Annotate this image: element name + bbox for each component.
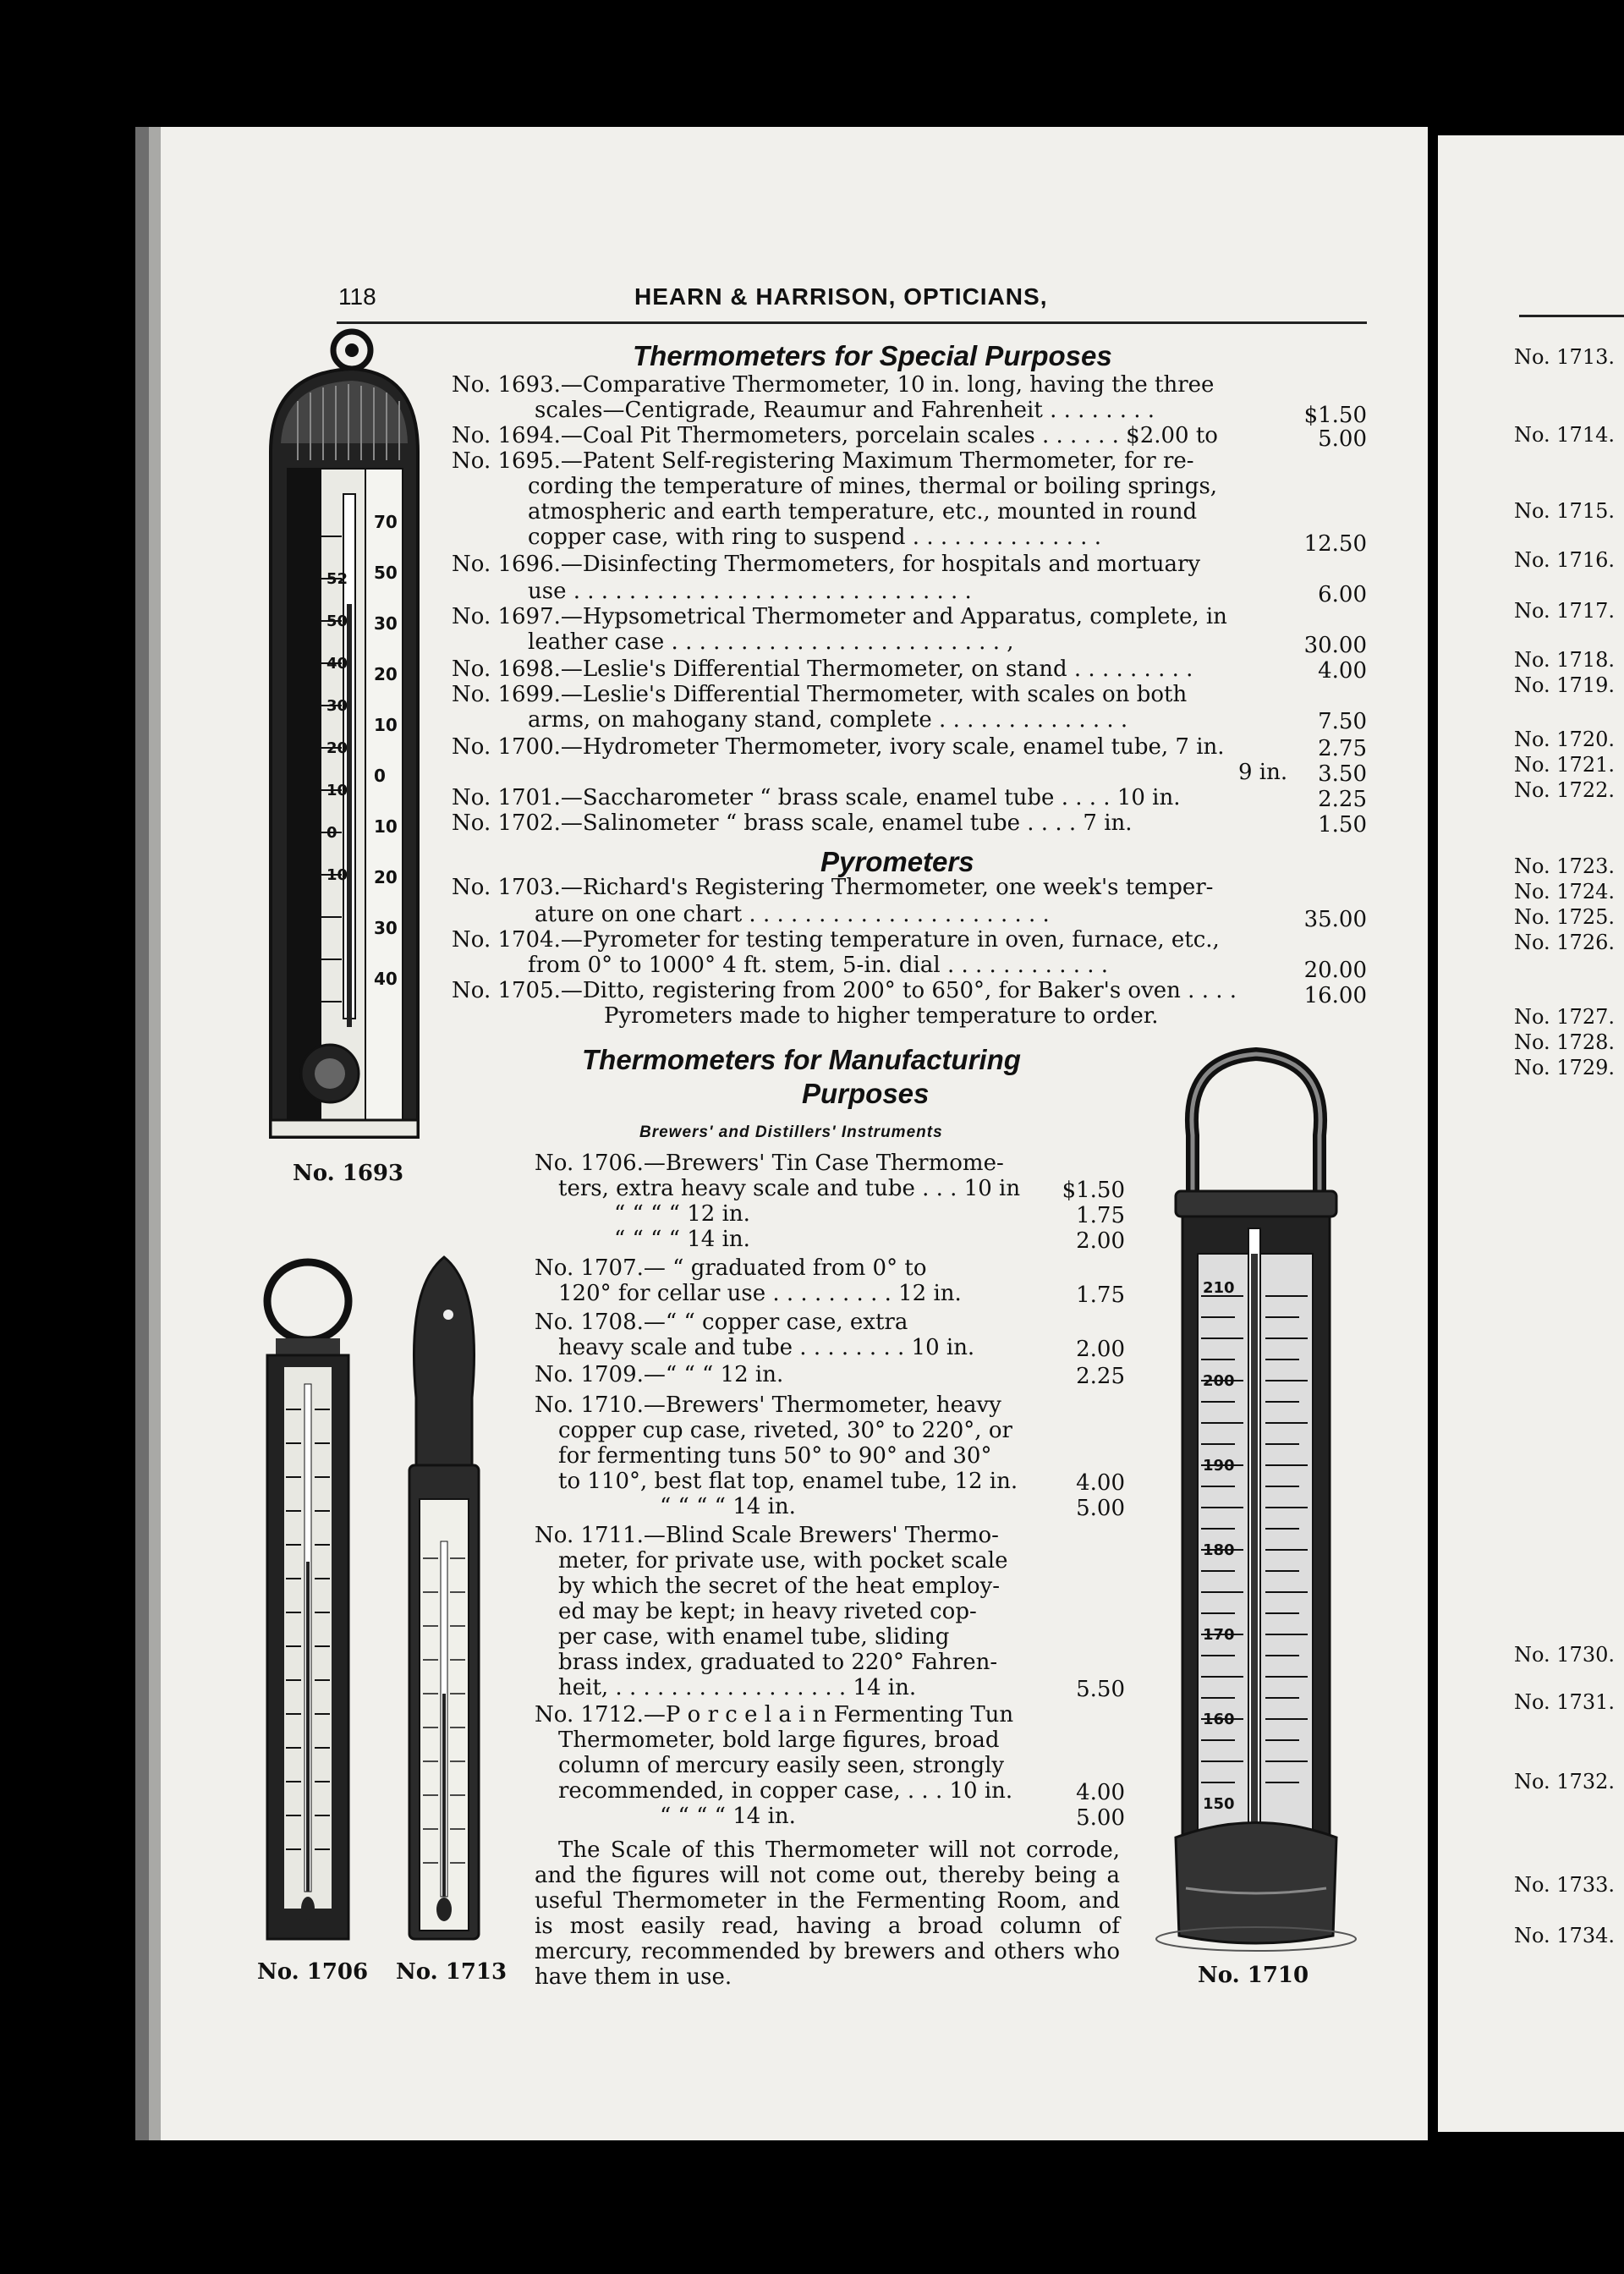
facing-item: No. 1720. [1514,728,1615,751]
entry-line: to 110°, best flat top, enamel tube, 12 in. [558,1469,1018,1494]
scale-label: 30 [326,697,348,715]
caption-1693: No. 1693 [293,1161,404,1186]
price: 12.50 [1303,531,1367,557]
entry-line: No. 1706.—Brewers' Tin Case Thermome- [535,1151,1004,1176]
scale-label: 50 [374,563,398,583]
entry-line: from 0° to 1000° 4 ft. stem, 5-in. dial . . . . . . . . . . . . [528,953,1109,978]
price: 2.75 [1318,736,1367,761]
thermometer-bulb [436,1898,452,1921]
facing-item: No. 1722. [1514,778,1615,802]
entry-line: for fermenting tuns 50° to 90° and 30° [558,1443,992,1469]
entry-line: No. 1708.—“ “ copper case, extra [535,1310,908,1335]
page-gutter-shadow [135,127,149,2140]
price: 1.50 [1318,812,1367,838]
entry-line: “ “ “ “ 14 in. [660,1494,796,1519]
header-rule [337,321,1367,324]
entry-line: by which the secret of the heat employ- [558,1574,1001,1599]
facing-item: No. 1719. [1514,673,1615,697]
section-title-special: Thermometers for Special Purposes [633,340,1112,371]
scale-label: 40 [326,655,348,673]
price: 7.50 [1318,709,1367,734]
scale-label: 52 [326,570,348,588]
entry-line: No. 1703.—Richard's Registering Thermometer, one week's temper- [452,875,1214,900]
scale-label: 150 [1203,1795,1235,1813]
mercury-column [442,1694,446,1897]
price: 16.00 [1303,983,1367,1008]
running-header: HEARN & HARRISON, OPTICIANS, [634,283,1048,310]
entry-line: Thermometer, bold large figures, broad [558,1727,1000,1753]
caption-1713: No. 1713 [396,1959,508,1985]
scale-label: 170 [1203,1626,1235,1644]
facing-item: No. 1718. [1514,648,1615,672]
facing-item: No. 1726. [1514,931,1615,954]
entry-line: 120° for cellar use . . . . . . . . . 12 in. [558,1281,962,1306]
entry-line: No. 1710.—Brewers' Thermometer, heavy [535,1392,1001,1418]
thermometer-1710-illustration [1142,1042,1370,1956]
section-subtitle-brewers: Brewers' and Distillers' Instruments [639,1123,943,1141]
entry-line: atmospheric and earth temperature, etc., mounted in round [528,499,1198,525]
price: 5.00 [1076,1496,1125,1521]
caption-1706: No. 1706 [257,1959,369,1985]
scale-label: 0 [374,766,386,786]
scale-label: 180 [1203,1541,1235,1559]
facing-item: No. 1715. [1514,499,1615,523]
scale-label: 70 [374,512,398,532]
thermometer-1706-illustration [257,1257,359,1942]
section-title-pyrometers: Pyrometers [820,846,974,877]
paddle-handle [414,1257,474,1482]
entry-line: arms, on mahogany stand, complete . . . . . . . . . . . . . . [528,707,1128,733]
thermometer-1693-illustration [264,325,425,1151]
entry-line: “ “ “ “ 12 in. [614,1201,750,1227]
entry-line: No. 1696.—Disinfecting Thermometers, for hospitals and mortuary [452,552,1201,577]
price: 1.75 [1076,1283,1125,1308]
facing-item: No. 1717. [1514,599,1615,623]
entry-line: “ “ “ “ 14 in. [660,1804,796,1829]
entry-line: ature on one chart . . . . . . . . . . . . . . . . . . . . . . [535,902,1050,927]
entry-line: No. 1702.—Salinometer “ brass scale, enamel tube . . . . 7 in. [452,810,1133,836]
entry-line: No. 1697.—Hypsometrical Thermometer and Apparatus, complete, in [452,604,1227,629]
scale-label: 210 [1203,1279,1235,1297]
price: 4.00 [1318,658,1367,684]
facing-item: No. 1714. [1514,423,1615,447]
entry-line: No. 1693.—Comparative Thermometer, 10 in. long, having the three [452,372,1215,398]
scale-label: 20 [374,664,398,684]
entry-line: leather case . . . . . . . . . . . . . . . . . . . . . . . . , [528,629,1014,655]
entry-line: Pyrometers made to higher temperature to order. [604,1003,1159,1029]
price: 5.50 [1076,1677,1125,1702]
scale-label: 160 [1203,1711,1235,1728]
facing-item: No. 1721. [1514,753,1615,777]
entry-line: No. 1701.—Saccharometer “ brass scale, enamel tube . . . . 10 in. [452,785,1181,810]
scale-label: 190 [1203,1457,1235,1475]
facing-item: No. 1713. [1514,345,1615,369]
entry-line: use . . . . . . . . . . . . . . . . . . . . . . . . . . . . . [528,579,972,604]
entry-line: ters, extra heavy scale and tube . . . 10 in [558,1176,1021,1201]
entry-line: recommended, in copper case, . . . 10 in. [558,1778,1013,1804]
scale-label: 20 [326,739,348,757]
entry-line: No. 1709.—“ “ “ 12 in. [535,1362,784,1387]
mercury-column [306,1562,310,1892]
entry-line: No. 1699.—Leslie's Differential Thermometer, with scales on both [452,682,1188,707]
price: 35.00 [1303,907,1367,932]
page-gutter-shadow-light [149,127,161,2140]
entry-line: heavy scale and tube . . . . . . . . 10 in. [558,1335,975,1360]
entry-line: No. 1705.—Ditto, registering from 200° to 650°, for Baker's oven . . . . [452,978,1237,1003]
hanging-ring [267,1262,348,1340]
price: 2.00 [1076,1337,1125,1362]
scale-label: 10 [374,715,398,735]
entry-line: heit, . . . . . . . . . . . . . . . . . 14 in. [558,1675,917,1700]
scale-label: 10 [326,782,348,799]
price: 4.00 [1076,1780,1125,1805]
scale-label: 40 [374,969,398,989]
entry-line: brass index, graduated to 220° Fahren- [558,1650,998,1675]
page-number: 118 [338,283,376,310]
section-title-manufacturing-2: Purposes [802,1078,930,1109]
scale-label: 200 [1203,1372,1235,1390]
facing-item: No. 1724. [1514,880,1615,904]
entry-line: copper case, with ring to suspend . . . . . . . . . . . . . . [528,525,1101,550]
scale-label: 10 [326,866,348,884]
facing-item: No. 1727. [1514,1005,1615,1029]
entry-line: copper cup case, riveted, 30° to 220°, or [558,1418,1012,1443]
thermometer-1713-illustration [398,1254,491,1947]
entry-line: No. 1700.—Hydrometer Thermometer, ivory scale, enamel tube, 7 in. [452,734,1225,760]
price: 2.00 [1076,1228,1125,1254]
entry-line: per case, with enamel tube, sliding [558,1624,950,1650]
facing-page-rule [1519,315,1624,317]
price: $1.50 [1062,1178,1125,1203]
price: 1.75 [1076,1203,1125,1228]
price: 30.00 [1303,633,1367,658]
scale-label: 0 [326,824,337,842]
price: 5.00 [1318,426,1367,452]
entry-line: No. 1698.—Leslie's Differential Thermometer, on stand . . . . . . . . . [452,656,1193,682]
facing-item: No. 1732. [1514,1770,1615,1793]
entry-line: No. 1707.— “ graduated from 0° to [535,1255,927,1281]
price: 3.50 [1318,761,1367,787]
price: $1.50 [1303,403,1367,428]
facing-item: No. 1728. [1514,1030,1615,1054]
facing-item: No. 1729. [1514,1056,1615,1079]
scale-label: 30 [374,613,398,634]
entry-line: No. 1704.—Pyrometer for testing temperature in oven, furnace, etc., [452,927,1220,953]
entry-line: scales—Centigrade, Reaumur and Fahrenheit . . . . . . . . [535,398,1155,423]
scale-label: 50 [326,612,348,630]
entry-line: cording the temperature of mines, thermal or boiling springs, [528,474,1218,499]
facing-item: No. 1716. [1514,548,1615,572]
mercury-column [1251,1254,1258,1854]
entry-line: “ “ “ “ 14 in. [614,1227,750,1252]
caption-1710: No. 1710 [1198,1963,1309,1988]
closing-paragraph: The Scale of this Thermometer will not corrode, and the figures will not come out, thereby being a useful Thermometer in the Fermenting Room, and is most easily read, having a broad column of mercury, recommended by brewers and others who have them in use. [535,1837,1120,1990]
facing-item: No. 1734. [1514,1924,1615,1947]
entry-line: column of mercury easily seen, strongly [558,1753,1005,1778]
facing-item: No. 1725. [1514,905,1615,929]
entry-line: 9 in. [1238,760,1288,785]
facing-item: No. 1731. [1514,1690,1615,1714]
thermometer-bulb [301,1897,315,1920]
price: 2.25 [1076,1364,1125,1389]
scale-label: 30 [374,918,398,938]
price: 2.25 [1318,787,1367,812]
facing-item: No. 1723. [1514,854,1615,878]
entry-line: No. 1711.—Blind Scale Brewers' Thermo- [535,1523,999,1548]
entry-line: No. 1695.—Patent Self-registering Maximum Thermometer, for re- [452,448,1194,474]
section-title-manufacturing: Thermometers for Manufacturing [582,1044,1021,1075]
facing-item: No. 1730. [1514,1643,1615,1667]
price: 6.00 [1318,582,1367,607]
copper-cup [1176,1823,1336,1944]
price: 20.00 [1303,958,1367,983]
price: 5.00 [1076,1805,1125,1831]
facing-item: No. 1733. [1514,1873,1615,1897]
carry-handle [1192,1054,1320,1195]
entry-line: ed may be kept; in heavy riveted cop- [558,1599,977,1624]
entry-line: meter, for private use, with pocket scale [558,1548,1008,1574]
scale-label: 10 [374,816,398,837]
price: 4.00 [1076,1470,1125,1496]
entry-line: No. 1712.—P o r c e l a i n Fermenting Tun [535,1702,1014,1727]
entry-line: No. 1694.—Coal Pit Thermometers, porcelain scales . . . . . . $2.00 to [452,423,1218,448]
scale-label: 20 [374,867,398,887]
